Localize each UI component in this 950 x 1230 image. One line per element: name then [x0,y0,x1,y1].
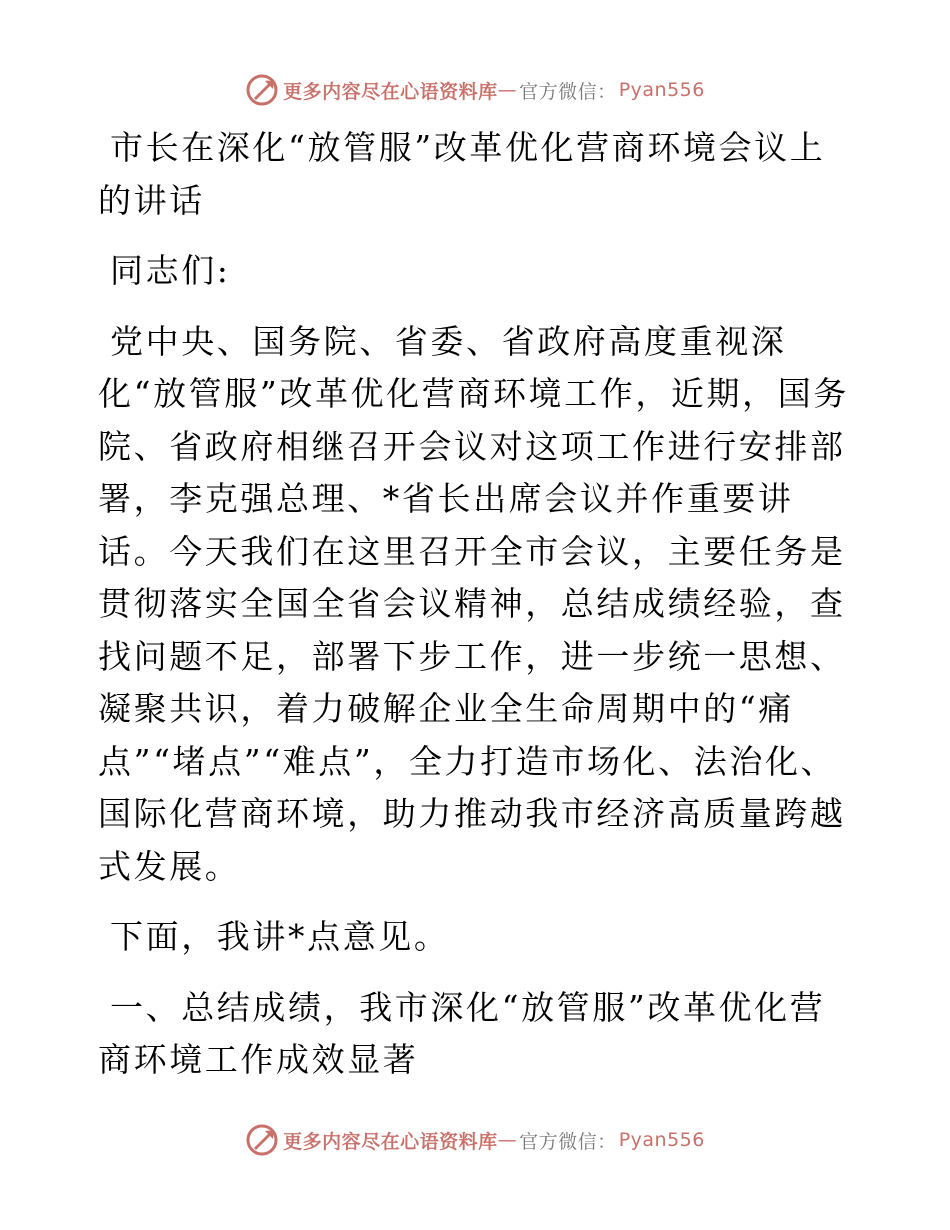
watermark-account: Pyan556 [618,79,705,101]
document-title: 市长在深化“放管服”改革优化营商环境会议上的讲话 [98,128,826,220]
document-body [98,122,858,1105]
watermark-main-text: 更多内容尽在心语资料库 [283,80,498,103]
watermark-subtitle: 官方微信： [519,80,617,103]
header-watermark [0,70,950,110]
watermark-account: Pyan556 [618,1129,705,1151]
feather-pen-logo-icon [245,73,279,107]
salutation: 同志们: [110,251,231,290]
watermark-main-text: 更多内容尽在心语资料库 [283,1130,498,1153]
transition-paragraph: 下面，我讲*点意见。 [110,917,450,956]
feather-pen-logo-icon [245,1123,279,1157]
footer-watermark [0,1120,950,1160]
watermark-separator: — [497,79,518,101]
watermark-subtitle: 官方微信： [519,1130,617,1153]
body-paragraph: 党中央、国务院、省委、省政府高度重视深化“放管服”改革优化营商环境工作，近期，国务院、省政府相继召开会议对这项工作进行安排部署，李克强总理、*省长出席会议并作重要讲话。今天我们在这里召开全市会议，主要任务是贯彻落实全国全省会议精神，总结成绩经验，查找问题不足，部署下步工作，进一步统一思想、凝聚共识，着力破解企业全生命周期中的“痛点”“堵点”“难点”，全力打造市场化、法治化、国际化营商环境，助力推动我市经济高质量跨越式发展。 [98,321,849,886]
watermark-separator: — [497,1129,518,1151]
section-heading: 一、总结成绩，我市深化“放管服”改革优化营商环境工作成效显著 [98,987,826,1079]
